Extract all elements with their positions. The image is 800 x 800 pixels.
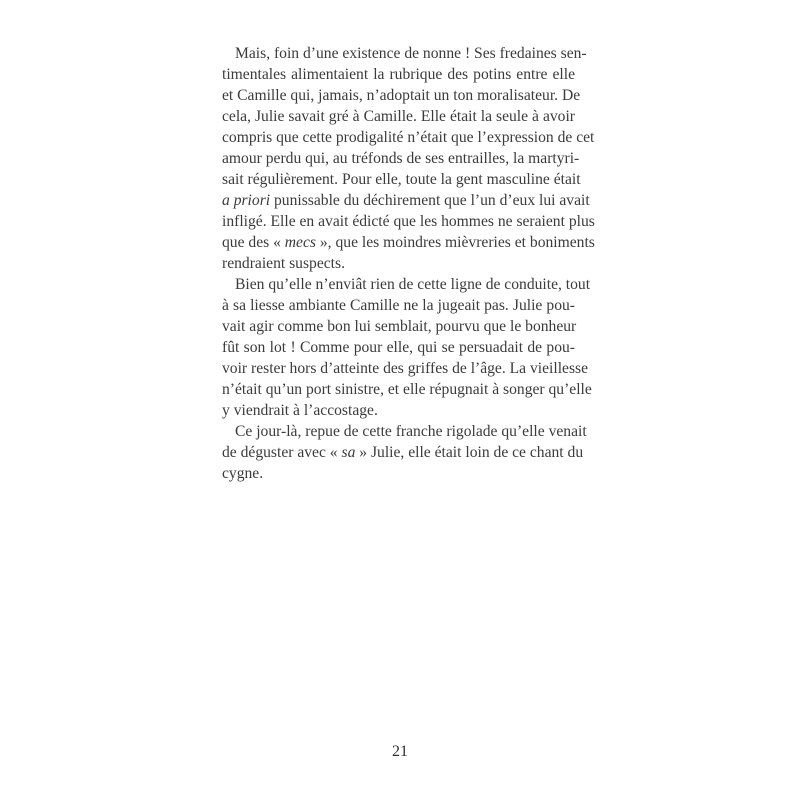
text-line: [222, 211, 595, 232]
text-segment: à sa liesse ambiante Camille ne la jugeait pas. Julie pou-: [222, 297, 575, 314]
text-line: [222, 64, 575, 85]
text-line: [222, 337, 575, 358]
text-segment: », que les moindres mièvreries et boniments: [315, 234, 595, 251]
text-line: [222, 316, 575, 337]
text-line: [222, 232, 595, 253]
text-line: [222, 379, 592, 400]
text-segment: y viendrait à l’accostage.: [222, 402, 378, 419]
text-segment: rendraient suspects.: [222, 255, 345, 272]
text-segment: compris que cette prodigalité n’était que l’expression de cet: [222, 129, 595, 146]
page-number: 21: [392, 743, 408, 760]
text-segment: voir rester hors d’atteinte des griffes de l’âge. La vieillesse: [222, 360, 589, 377]
text-line: [222, 358, 589, 379]
text-line: [222, 169, 581, 190]
text-segment: que des «: [222, 234, 285, 251]
text-line: [222, 190, 590, 211]
text-segment: cela, Julie savait gré à Camille. Elle était la seule à avoir: [222, 108, 575, 125]
text-segment: et Camille qui, jamais, n’adoptait un ton moralisateur. De: [222, 87, 581, 104]
text-line: [222, 253, 575, 274]
text-segment: punissable du déchirement que l’un d’eux lui avait: [270, 192, 590, 209]
text-line: [222, 43, 587, 64]
italic-text: mecs: [284, 234, 316, 251]
text-segment: cygne.: [222, 465, 264, 482]
text-line: [222, 442, 584, 463]
text-segment: » Julie, elle était loin de ce chant du: [355, 444, 584, 461]
text-segment: Bien qu’elle n’enviât rien de cette ligne de conduite, tout: [235, 276, 591, 293]
text-line: [222, 421, 587, 442]
text-segment: sait régulièrement. Pour elle, toute la gent masculine était: [222, 171, 581, 188]
text-line: [222, 463, 575, 484]
italic-text: a priori: [222, 192, 271, 209]
text-segment: n’était qu’un port sinistre, et elle répugnait à songer qu’elle: [222, 381, 592, 398]
text-segment: timentales alimentaient la rubrique des potins entre elle: [222, 66, 575, 83]
text-line: [222, 106, 575, 127]
italic-text: sa: [341, 444, 356, 461]
text-line: [222, 274, 591, 295]
text-line: [222, 295, 575, 316]
text-line: [222, 148, 580, 169]
text-segment: Ce jour-là, repue de cette franche rigolade qu’elle venait: [235, 423, 587, 440]
text-segment: fût son lot ! Comme pour elle, qui se persuadait de pou-: [222, 339, 575, 356]
text-segment: de déguster avec «: [222, 444, 342, 461]
text-line: [222, 85, 581, 106]
text-segment: Mais, foin d’une existence de nonne ! Ses fredaines sen-: [235, 45, 587, 62]
text-line: [222, 400, 575, 421]
text-segment: infligé. Elle en avait édicté que les hommes ne seraient plus: [222, 213, 595, 230]
text-segment: amour perdu qui, au tréfonds de ses entrailles, la martyri-: [222, 150, 580, 167]
text-line: [222, 127, 595, 148]
text-segment: vait agir comme bon lui semblait, pourvu que le bonheur: [222, 318, 577, 335]
